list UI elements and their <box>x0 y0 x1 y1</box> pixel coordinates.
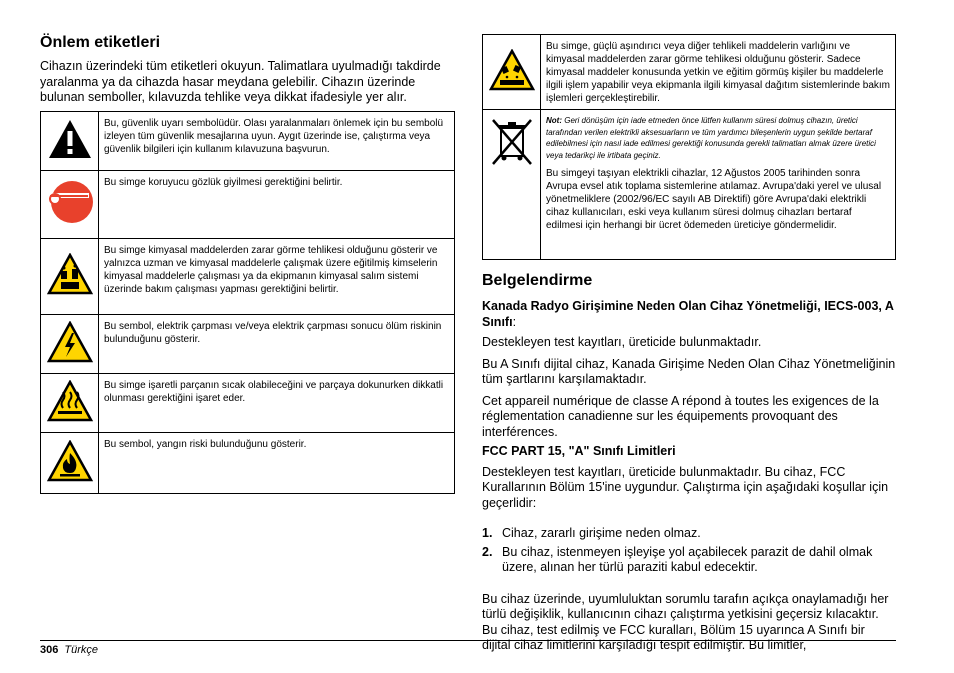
canada-heading <box>482 299 896 330</box>
note-label: Not: <box>546 116 562 125</box>
list-item <box>482 545 896 576</box>
warning-symbols-table <box>40 111 455 494</box>
warning-triangle-icon <box>41 112 99 171</box>
symbol-description: Bu, güvenlik uyarı sembolüdür. Olası yaralanmaları önlemek için bu sembolü izleyen tüm güvenlik mesajlarına uyun. Aygıt üzerinde ise, çalıştırma veya güvenlik bilgileri için kullanım kılavuzuna başvurun. <box>99 112 455 171</box>
footer-language: Türkçe <box>64 644 98 656</box>
symbol-row <box>41 315 455 374</box>
list-number: 2. <box>482 544 493 559</box>
symbol-description: Bu simge, güçlü aşındırıcı veya diğer tehlikeli maddelerin varlığını ve kimyasal maddelerden zarar görme tehlikesi olduğunu gösterir. Sadece kimyasal maddeler konusunda yetkin ve eğitim görmüş kişiler bu maddelerle ilgili işlem yapabilir veya ekipmanla ilgili kimyasal dağıtım sistemlerinde bakım işlemleri gerçekleştirebilir. <box>541 35 896 110</box>
symbol-description: Bu simge kimyasal maddelerden zarar görme tehlikesi olduğunu gösterir ve yalnızca uzman ve kimyasal maddelerle çalışmak üzere eğitilmiş kimselerin kimyasal maddelerle çalışması ya da ekipmanın kimyasal salım sistemi üzerinde bakım çalışması yapması gerektiğini belirtir. <box>99 239 455 315</box>
fire-hazard-icon <box>41 433 99 494</box>
paragraph: Bu cihaz üzerinde, uyumluluktan sorumlu tarafın açıkça onaylamadığı her türlü değişiklik, kullanıcının cihazı çalıştırma yetkisini geçersiz kılacaktır. Bu cihaz, test edilmiş ve FCC kuralları, Bölüm 15 uyarınca A Sınıfı bir dijital cihaz limitlerini karşıladığı tespit edilmiştir. Bu limitler, <box>482 591 889 652</box>
note-text: Geri dönüşüm için iade etmeden önce lütfen kullanım süresi dolmuş cihazın, üretici tarafından verilen elektrikli aksesuarların ve tüm yardımcı bileşenlerin uygun şekilde bertaraf edilebilmesi için nasıl iade edilmesi gerektiği konusunda gerekli talimatları almak üzere üretici veya tedarikçi ile irtibata geçiniz. <box>546 116 876 160</box>
hot-surface-icon <box>41 374 99 433</box>
symbol-row <box>41 171 455 239</box>
symbol-description: Bu simge işaretli parçanın sıcak olabileceğini ve parçaya dokunurken dikkatli olunması gerektiğini işaret eder. <box>99 374 455 433</box>
list-text: Bu cihaz, istenmeyen işleyişe yol açabilecek parazit de dahil olmak üzere, alınan her türlü paraziti kabul edecektir. <box>502 544 873 574</box>
hazard-symbols-table <box>482 34 896 260</box>
paragraph: Destekleyen test kayıtları, üreticide bulunmaktadır. <box>482 335 762 349</box>
paragraph: Cet appareil numérique de classe A répond à toutes les exigences de la réglementation canadienne sur les équipements provoquant des interférences. <box>482 393 879 439</box>
page-number: 306 <box>40 644 59 656</box>
list-text: Cihaz, zararlı girişime neden olmaz. <box>502 526 701 540</box>
symbol-description: Bu simge koruyucu gözlük giyilmesi gerektiğini belirtir. <box>99 171 455 239</box>
certification-body <box>482 299 896 654</box>
footer-divider <box>40 640 896 641</box>
symbol-description: Bu sembol, yangın riski bulunduğunu gösterir. <box>99 433 455 494</box>
conditions-list <box>482 526 896 576</box>
canada-heading-colon: : <box>512 314 517 329</box>
chemical-hazard-icon <box>41 239 99 315</box>
fcc-heading: FCC PART 15, "A" Sınıfı Limitleri <box>482 444 676 458</box>
weee-description <box>541 110 896 260</box>
symbol-description: Bu sembol, elektrik çarpması ve/veya elektrik çarpması sonucu ölüm riskinin bulunduğunu gösterir. <box>99 315 455 374</box>
section-title-warnings: Önlem etiketleri <box>40 34 161 51</box>
safety-glasses-icon <box>41 171 99 239</box>
symbol-row <box>41 239 455 315</box>
corrosive-hazard-icon <box>483 35 541 110</box>
electric-shock-icon <box>41 315 99 374</box>
symbol-row <box>41 433 455 494</box>
warnings-intro: Cihazın üzerindeki tüm etiketleri okuyun. Talimatlara uyulmadığı takdirde yaralanma ya da cihazda hasar meydana gelebilir. Cihazın üzerinde bulunan semboller, kılavuzda tehlike veya dikkat ifadesiyle yer alır. <box>40 59 441 104</box>
symbol-row <box>41 374 455 433</box>
section-title-certification: Belgelendirme <box>482 272 593 289</box>
weee-note <box>546 115 891 161</box>
list-number: 1. <box>482 526 493 540</box>
page-footer <box>40 644 98 656</box>
symbol-row <box>483 110 896 260</box>
weee-crossed-bin-icon <box>483 110 541 260</box>
list-item <box>482 526 896 542</box>
symbol-row <box>483 35 896 110</box>
paragraph: Destekleyen test kayıtları, üreticide bulunmaktadır. Bu cihaz, FCC Kurallarının Bölüm 15'ine uygundur. Çalıştırma için aşağıdaki koşullar için geçerlidir: <box>482 464 889 510</box>
symbol-row <box>41 112 455 171</box>
paragraph: Bu A Sınıfı dijital cihaz, Kanada Girişime Neden Olan Cihaz Yönetmeliğinin tüm şartlarını karşılamaktadır. <box>482 356 896 386</box>
weee-text: Bu simgeyi taşıyan elektrikli cihazlar, 12 Ağustos 2005 tarihinden sonra Avrupa evsel atık toplama sistemlerine atılamaz. Avrupa'daki yerel ve ulusal yönetmeliklere (2002/96/EC sayılı AB Direktifi) göre Avrupa'daki elektrikli cihaz kullanıcıları, eski veya kullanım süresi dolmuş cihazları bertaraf edilmesi için herhangi bir ücret ödemeden üreticiye göndermelidir. <box>546 168 882 231</box>
canada-heading-text: Kanada Radyo Girişimine Neden Olan Cihaz Yönetmeliği, IECS-003, A Sınıfı <box>482 299 894 329</box>
